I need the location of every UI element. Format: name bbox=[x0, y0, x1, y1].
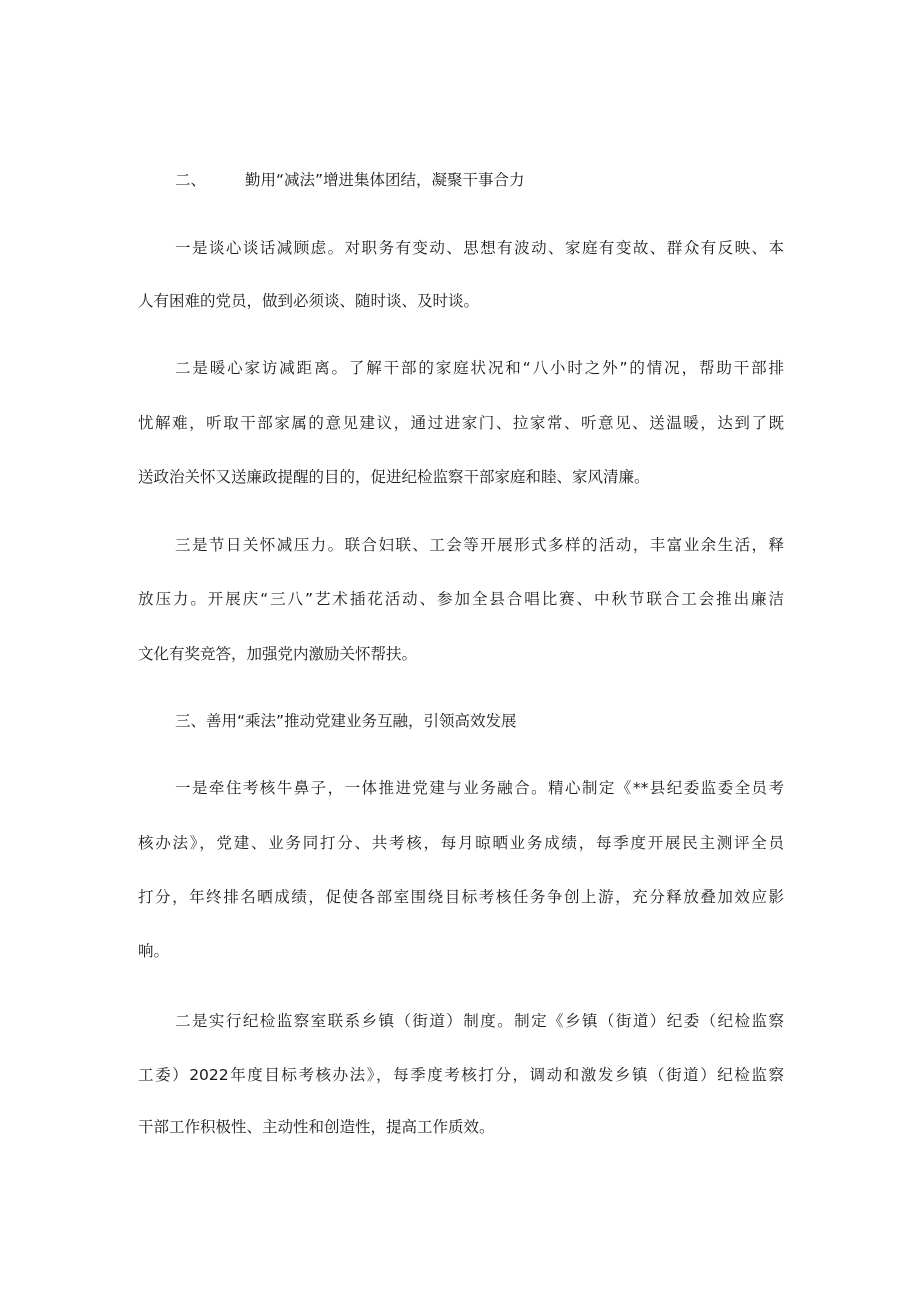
section-3-heading: 三、善用“乘法”推动党建业务互融，引领高效发展 bbox=[175, 712, 517, 730]
paragraph-line: 响。 bbox=[138, 942, 170, 960]
paragraph-line: 一是谈心谈话减顾虑。对职务有变动、思想有波动、家庭有变故、群众有反映、本 bbox=[175, 239, 784, 257]
paragraph-line: 送政治关怀又送廉政提醒的目的，促进纪检监察干部家庭和睦、家风清廉。 bbox=[138, 468, 650, 486]
paragraph-line: 一是牵住考核牛鼻子，一体推进党建与业务融合。精心制定《**县纪委监委全员考 bbox=[175, 779, 784, 797]
paragraph-line: 忧解难，听取干部家属的意见建议，通过进家门、拉家常、听意见、送温暖，达到了既 bbox=[138, 414, 784, 432]
paragraph-line: 打分，年终排名晒成绩，促使各部室围绕目标考核任务争创上游，充分释放叠加效应影 bbox=[138, 888, 784, 906]
paragraph-line: 二是实行纪检监察室联系乡镇（街道）制度。制定《乡镇（街道）纪委（纪检监察 bbox=[175, 1012, 784, 1030]
paragraph-line: 三是节日关怀减压力。联合妇联、工会等开展形式多样的活动，丰富业余生活，释 bbox=[175, 536, 784, 554]
paragraph-line: 放压力。开展庆“三八”艺术插花活动、参加全县合唱比赛、中秋节联合工会推出廉洁 bbox=[138, 590, 784, 608]
paragraph-line: 核办法》，党建、业务同打分、共考核，每月晾晒业务成绩，每季度开展民主测评全员 bbox=[138, 834, 784, 852]
paragraph-line: 工委）2022年度目标考核办法》，每季度考核打分，调动和激发乡镇（街道）纪检监察 bbox=[138, 1066, 784, 1084]
paragraph-line: 文化有奖竞答，加强党内激励关怀帮扶。 bbox=[138, 645, 418, 663]
section-2-number: 二、 bbox=[175, 171, 207, 189]
paragraph-line: 人有困难的党员，做到必须谈、随时谈、及时谈。 bbox=[138, 292, 480, 310]
paragraph-line: 干部工作积极性、主动性和创造性，提高工作质效。 bbox=[138, 1118, 495, 1136]
section-2-heading: 勤用“减法”增进集体团结，凝聚干事合力 bbox=[245, 171, 525, 189]
paragraph-line: 二是暖心家访减距离。了解干部的家庭状况和“八小时之外”的情况，帮助干部排 bbox=[175, 359, 784, 377]
